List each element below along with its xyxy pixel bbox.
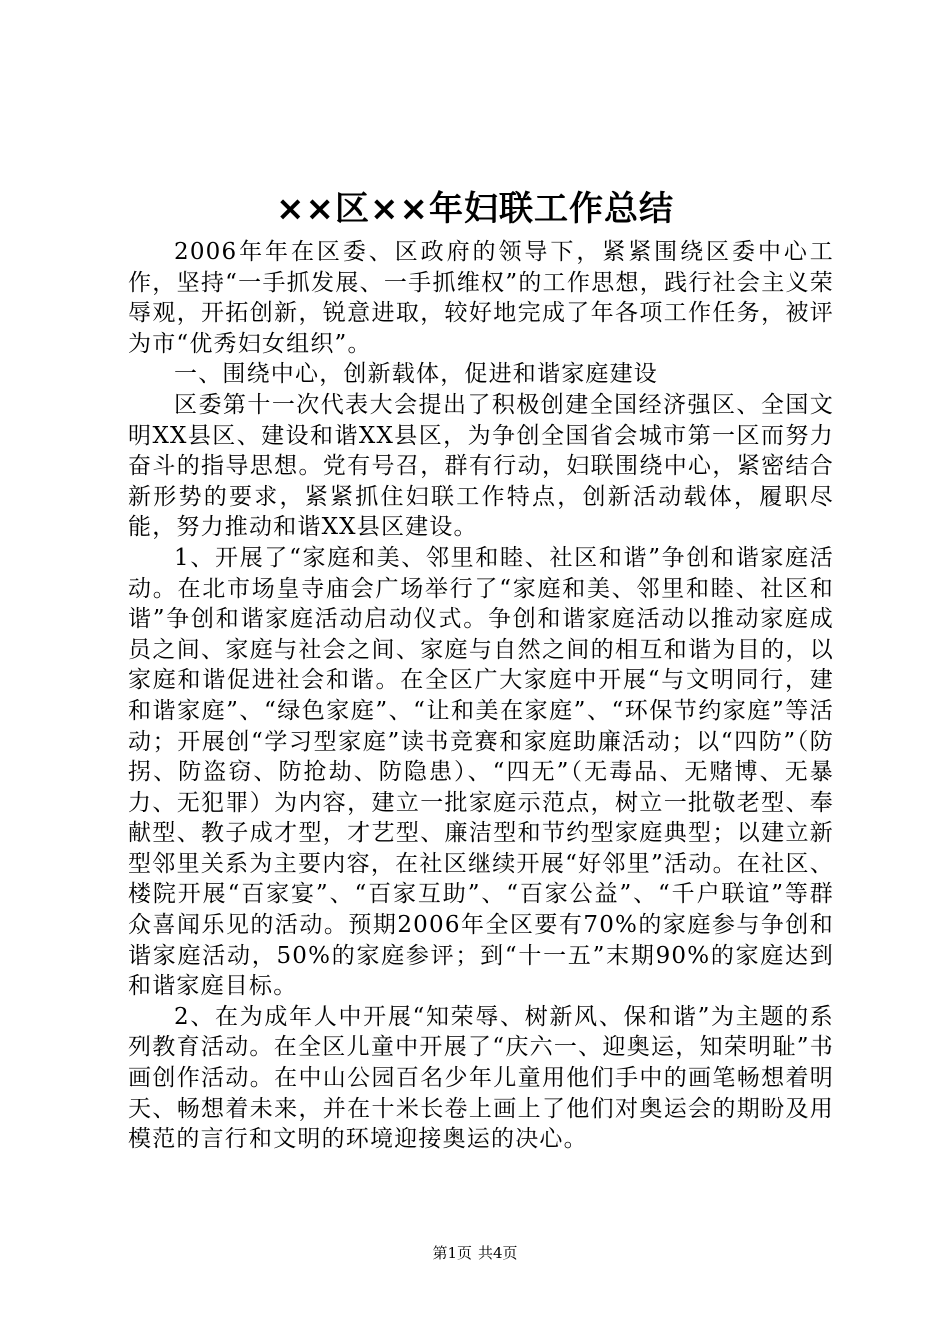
page-total: 共4页 xyxy=(478,1244,518,1262)
section-heading: 一、围绕中心，创新载体，促进和谐家庭建设 xyxy=(174,361,658,388)
paragraph-intro: 2006年年在区委、区政府的领导下，紧紧围绕区委中心工作，坚持“一手抓发展、一手抓维权”的工作思想，践行社会主义荣辱观，开拓创新，锐意进取，较好地完成了年各项工作任务，被评为市“优秀妇女组织”。 xyxy=(128,239,834,357)
paragraph-harmonious-family: 1、开展了“家庭和美、邻里和睦、社区和谐”争创和谐家庭活动。在北市场皇寺庙会广场举行了“家庭和美、邻里和睦、社区和谐”争创和谐家庭活动启动仪式。争创和谐家庭活动以推动家庭成员之间、家庭与社会之间、家庭与自然之间的相互和谐为目的，以家庭和谐促进社会和谐。在全区广大家庭中开展“与文明同行，建和谐家庭”、“绿色家庭”、“让和美在家庭”、“环保节约家庭”等活动；开展创“学习型家庭”读书竞赛和家庭助廉活动；以“四防”（防拐、防盗窃、防抢劫、防隐患）、“四无”（无毒品、无赌博、无暴力、无犯罪）为内容，建立一批家庭示范点，树立一批敬老型、奉献型、教子成才型，才艺型、廉洁型和节约型家庭典型；以建立新型邻里关系为主要内容，在社区继续开展“好邻里”活动。在社区、楼院开展“百家宴”、“百家互助”、“百家公益”、“千户联谊”等群众喜闻乐见的活动。预期2006年全区要有70%的家庭参与争创和谐家庭活动，50%的家庭参评；到“十一五”末期90%的家庭达到和谐家庭目标。 xyxy=(128,544,834,1000)
page-number: 第1页 xyxy=(432,1244,472,1262)
page-footer xyxy=(0,1243,950,1263)
document-body xyxy=(128,237,834,1155)
paragraph-guiding-thought: 区委第十一次代表大会提出了积极创建全国经济强区、全国文明XX县区、建设和谐XX县区，为争创全国省会城市第一区而努力奋斗的指导思想。党有号召，群有行动，妇联围绕中心，紧密结合新形势的要求，紧紧抓住妇联工作特点，创新活动载体，履职尽能，努力推动和谐XX县区建设。 xyxy=(128,391,834,541)
document-title: ××区××年妇联工作总结 xyxy=(276,189,674,229)
paragraph-education-activities: 2、在为成年人中开展“知荣辱、树新风、保和谐”为主题的系列教育活动。在全区儿童中开展了“庆六一、迎奥运，知荣明耻”书画创作活动。在中山公园百名少年儿童用他们手中的画笔畅想着明天、畅想着未来，并在十米长卷上画上了他们对奥运会的期盼及用模范的言行和文明的环境迎接奥运的决心。 xyxy=(128,1003,834,1153)
